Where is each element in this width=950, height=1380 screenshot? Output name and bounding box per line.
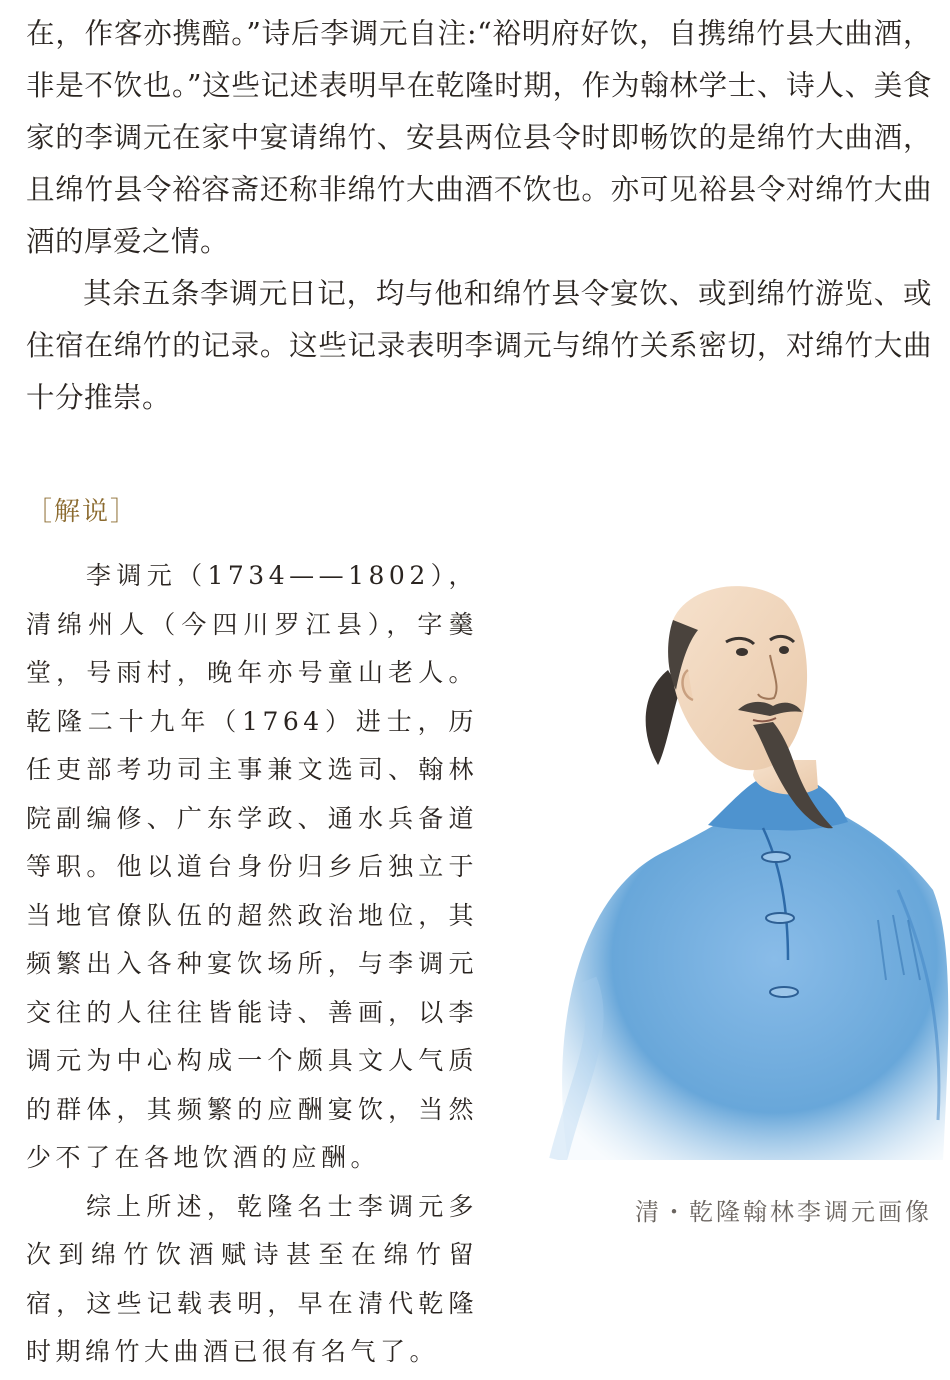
portrait-svg [548, 560, 950, 1160]
portrait-illustration [548, 560, 950, 1160]
portrait-caption: 清・乾隆翰林李调元画像 [635, 1198, 932, 1226]
body-text [26, 8, 932, 424]
explanation-paragraph-2: 综上所述，乾隆名士李调元多次到绵竹饮酒赋诗甚至在绵竹留宿，这些记载表明，早在清代乾隆时期绵竹大曲酒已很有名气了。 [26, 1191, 478, 1366]
explanation-column [26, 552, 478, 1377]
body-paragraph-2: 其余五条李调元日记，均与他和绵竹县令宴饮、或到绵竹游览、或住宿在绵竹的记录。这些记录表明李调元与绵竹关系密切，对绵竹大曲十分推崇。 [26, 277, 932, 414]
explanation-paragraph-1: 李调元（1734——1802），清绵州人（今四川罗江县），字羹堂，号雨村，晚年亦号童山老人。乾隆二十九年（1764）进士，历任吏部考功司主事兼文选司、翰林院副编修、广东学政、通水兵备道等职。他以道台身份归乡后独立于当地官僚队伍的超然政治地位，其频繁出入各种宴饮场所，与李调元交往的人往往皆能诗、善画，以李调元为中心构成一个颇具文人气质的群体，其频繁的应酬宴饮，当然少不了在各地饮酒的应酬。 [26, 561, 478, 1172]
robe-shape [562, 795, 948, 1160]
body-paragraph-1: 在，作客亦携醅。”诗后李调元自注:“裕明府好饮，自携绵竹县大曲酒，非是不饮也。”这些记述表明早在乾隆时期，作为翰林学士、诗人、美食家的李调元在家中宴请绵竹、安县两位县令时即畅饮的是绵竹大曲酒，且绵竹县令裕容斋还称非绵竹大曲酒不饮也。亦可见裕县令对绵竹大曲酒的厚爱之情。 [26, 17, 932, 258]
section-label: ［解说］ [26, 497, 139, 527]
face-shape [673, 586, 807, 770]
